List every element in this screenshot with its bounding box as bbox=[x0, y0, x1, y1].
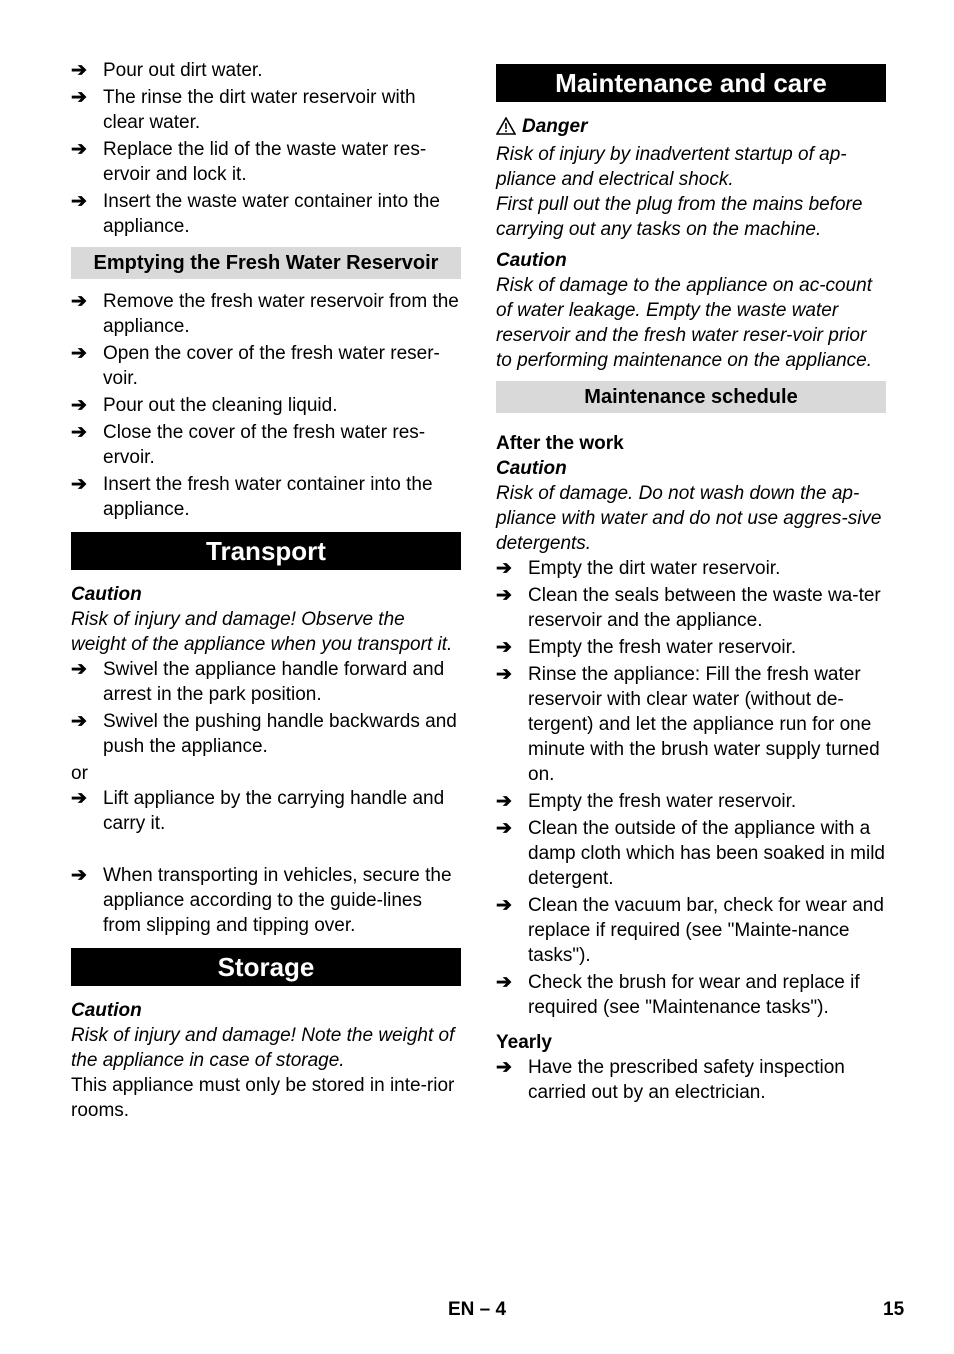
list-item: ➔ Lift appliance by the carrying handle and carry it. bbox=[71, 788, 445, 834]
storage-note: This appliance must only be stored in inte-rior rooms. bbox=[71, 1075, 455, 1121]
list-item: ➔ Clean the seals between the waste wa-ter reservoir and the appliance. bbox=[496, 585, 881, 631]
arrow-icon: ➔ bbox=[71, 291, 87, 312]
danger-label: Danger bbox=[522, 116, 588, 137]
list-item: ➔ Close the cover of the fresh water res-ervoir. bbox=[71, 422, 426, 468]
schedule-caution-label: Caution bbox=[496, 458, 567, 479]
arrow-icon: ➔ bbox=[71, 711, 87, 732]
fresh-water-list bbox=[71, 289, 461, 522]
schedule-heading: Maintenance schedule bbox=[496, 381, 886, 413]
maintenance-heading: Maintenance and care bbox=[496, 64, 886, 102]
arrow-icon: ➔ bbox=[71, 474, 87, 495]
arrow-icon: ➔ bbox=[71, 191, 87, 212]
arrow-icon: ➔ bbox=[71, 659, 87, 680]
transport-caution-label: Caution bbox=[71, 584, 142, 605]
arrow-icon: ➔ bbox=[71, 87, 87, 108]
footer-page-number: 15 bbox=[883, 1299, 905, 1320]
arrow-icon: ➔ bbox=[496, 818, 512, 839]
maintenance-caution-label: Caution bbox=[496, 250, 567, 271]
list-item: ➔ Clean the outside of the appliance with a damp cloth which has been soaked in mild detergent. bbox=[496, 818, 885, 889]
yearly-label: Yearly bbox=[496, 1032, 552, 1053]
list-item: ➔ Check the brush for wear and replace if required (see "Maintenance tasks"). bbox=[496, 972, 860, 1018]
storage-caution-label: Caution bbox=[71, 1000, 142, 1021]
intro-list bbox=[71, 58, 461, 239]
danger-label-row bbox=[496, 114, 886, 142]
list-item: ➔ Pour out the cleaning liquid. bbox=[71, 395, 338, 416]
list-item: ➔ The rinse the dirt water reservoir with clear water. bbox=[71, 87, 416, 133]
arrow-icon: ➔ bbox=[496, 895, 512, 916]
right-column bbox=[496, 58, 886, 1107]
storage-caution-text: Risk of injury and damage! Note the weight of the appliance in case of storage. bbox=[71, 1025, 455, 1071]
fresh-water-heading: Emptying the Fresh Water Reservoir bbox=[71, 247, 461, 279]
spacer bbox=[71, 838, 461, 863]
footer-language-code: EN – 4 bbox=[448, 1299, 507, 1320]
arrow-icon: ➔ bbox=[496, 585, 512, 606]
arrow-icon: ➔ bbox=[496, 972, 512, 993]
list-item: ➔ Rinse the appliance: Fill the fresh water reservoir with clear water (without de-tergent) and let the appliance run for one minute with the brush water supply turned on. bbox=[496, 664, 880, 785]
list-item: ➔ Swivel the pushing handle backwards and push the appliance. bbox=[71, 711, 457, 757]
schedule-caution-text: Risk of damage. Do not wash down the ap-pliance with water and do not use aggres-sive detergents. bbox=[496, 483, 882, 554]
arrow-icon: ➔ bbox=[71, 139, 87, 160]
arrow-icon: ➔ bbox=[71, 788, 87, 809]
schedule-list bbox=[496, 556, 886, 1020]
warning-triangle-icon bbox=[496, 117, 516, 142]
left-column bbox=[71, 58, 461, 1123]
list-item: ➔ Replace the lid of the waste water res-ervoir and lock it. bbox=[71, 139, 427, 185]
list-item: ➔ Insert the waste water container into the appliance. bbox=[71, 191, 440, 237]
arrow-icon: ➔ bbox=[71, 343, 87, 364]
arrow-icon: ➔ bbox=[496, 637, 512, 658]
danger-text-2: First pull out the plug from the mains before carrying out any tasks on the machine. bbox=[496, 194, 863, 240]
list-item: ➔ Empty the fresh water reservoir. bbox=[496, 637, 797, 658]
arrow-icon: ➔ bbox=[71, 865, 87, 886]
arrow-icon: ➔ bbox=[71, 422, 87, 443]
arrow-icon: ➔ bbox=[496, 1057, 512, 1078]
list-item: ➔ When transporting in vehicles, secure the appliance according to the guide-lines from slipping and tipping over. bbox=[71, 865, 452, 936]
arrow-icon: ➔ bbox=[496, 558, 512, 579]
list-item: ➔ Swivel the appliance handle forward and arrest in the park position. bbox=[71, 659, 445, 705]
or-text: or bbox=[71, 763, 88, 784]
arrow-icon: ➔ bbox=[71, 60, 87, 81]
list-item: ➔ Empty the dirt water reservoir. bbox=[496, 558, 781, 579]
transport-caution-text: Risk of injury and damage! Observe the weight of the appliance when you transport it. bbox=[71, 609, 453, 655]
list-item: ➔ Empty the fresh water reservoir. bbox=[496, 791, 797, 812]
list-item: ➔ Pour out dirt water. bbox=[71, 60, 263, 81]
list-item: ➔ Have the prescribed safety inspection carried out by an electrician. bbox=[496, 1057, 845, 1103]
list-item: ➔ Clean the vacuum bar, check for wear and replace if required (see "Mainte-nance tasks"). bbox=[496, 895, 884, 966]
maintenance-caution-text: Risk of damage to the appliance on ac-count of water leakage. Empty the waste water reservoir and the fresh water reser-voir prior to performing maintenance on the appliance. bbox=[496, 275, 873, 371]
after-work-label: After the work bbox=[496, 433, 624, 454]
list-item: ➔ Remove the fresh water reservoir from the appliance. bbox=[71, 291, 459, 337]
transport-heading: Transport bbox=[71, 532, 461, 570]
danger-text-1: Risk of injury by inadvertent startup of ap-pliance and electrical shock. bbox=[496, 144, 847, 190]
list-item: ➔ Insert the fresh water container into the appliance. bbox=[71, 474, 433, 520]
list-item: ➔ Open the cover of the fresh water reser-voir. bbox=[71, 343, 440, 389]
storage-heading: Storage bbox=[71, 948, 461, 986]
arrow-icon: ➔ bbox=[496, 791, 512, 812]
arrow-icon: ➔ bbox=[496, 664, 512, 685]
arrow-icon: ➔ bbox=[71, 395, 87, 416]
